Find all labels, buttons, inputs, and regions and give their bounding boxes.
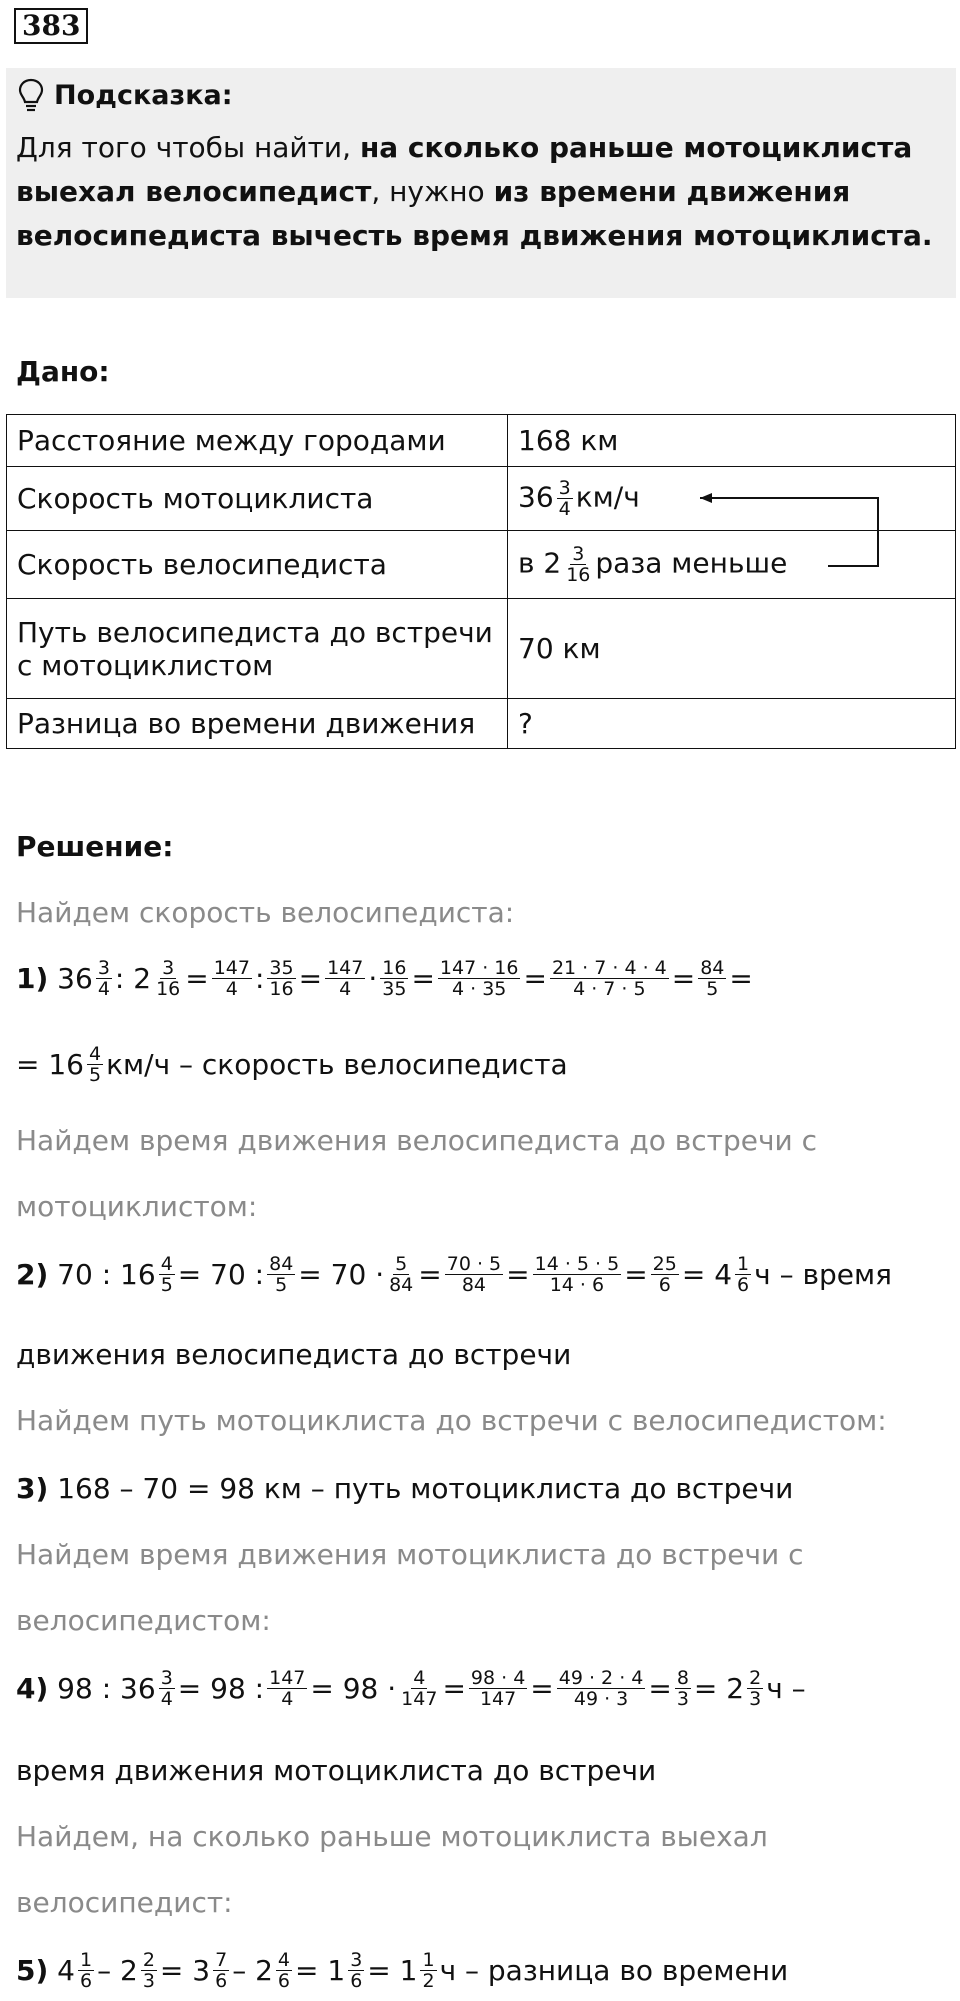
comment: Найдем путь мотоциклиста до встречи с велосипедистом: bbox=[16, 1404, 887, 1437]
lightbulb-icon bbox=[18, 78, 44, 112]
comment: велосипедистом: bbox=[16, 1604, 271, 1637]
given-label: Дано: bbox=[16, 355, 110, 388]
step-2: 2) 70 : 16 $\frac{4}{5}$ = 70 : $\frac{84}{5}$ = 70 · $\frac{5}{84}$ = $\frac{70 \cdot 5}{84}$ = $\frac{14 \cdot 5 \cdot 5}{14 \cdot 6}$ = $\frac{25}{6}$ = 4 $\frac{1}{6}$ ч – время bbox=[16, 1253, 892, 1296]
hint-text: Для того чтобы найти, на сколько раньше мотоциклиста выехал велосипедист, нужно из времени движения велосипедиста вычесть время движения мотоциклиста. bbox=[16, 131, 933, 252]
table-row: Путь велосипедиста до встречи с мотоциклистом 70 км bbox=[7, 599, 956, 699]
comment: Найдем время движения велосипедиста до встречи с bbox=[16, 1124, 817, 1157]
solution-label: Решение: bbox=[16, 830, 174, 863]
step-5: 5) 4 $\frac{1}{6}$ – 2 $\frac{2}{3}$ = 3 $\frac{7}{6}$ – 2 $\frac{4}{6}$ = 1 $\frac{3}{6}$ = 1 $\frac{1}{2}$ ч – разница во времени bbox=[16, 1949, 789, 1992]
table-row: Скорость мотоциклиста 36 $\frac{3}{4}$ км/ч bbox=[7, 467, 956, 531]
step-1-result: = 16 $\frac{4}{5}$ км/ч – скорость велосипедиста bbox=[16, 1043, 568, 1086]
table-row: Разница во времени движения ? bbox=[7, 699, 956, 749]
comment: Найдем, на сколько раньше мотоциклиста выехал bbox=[16, 1820, 768, 1853]
comment: Найдем время движения мотоциклиста до встречи с bbox=[16, 1538, 804, 1571]
task-number: 383 bbox=[14, 8, 88, 44]
comment: мотоциклистом: bbox=[16, 1190, 258, 1223]
table-row: Расстояние между городами 168 км bbox=[7, 415, 956, 467]
step-1: 1) 36 $\frac{3}{4}$ : 2 $\frac{3}{16}$ = $\frac{147}{4}$ : $\frac{35}{16}$ = $\frac{147}{4}$ · $\frac{16}{35}$ = $\frac{147 \cdot 16}{4 \cdot 35}$ = $\frac{21 \cdot 7 \cdot 4 \cdot 4}{4 \cdot 7 \cdot 5}$ = $\frac{84}{5}$ = bbox=[16, 957, 753, 1000]
comment: Найдем скорость велосипедиста: bbox=[16, 896, 515, 929]
hint-title: Подсказка: bbox=[18, 78, 233, 112]
table-row: Скорость велосипедиста в 2 $\frac{3}{16}$ раза меньше bbox=[7, 531, 956, 599]
step-4-line2: время движения мотоциклиста до встречи bbox=[16, 1754, 657, 1787]
step-4: 4) 98 : 36 $\frac{3}{4}$ = 98 : $\frac{147}{4}$ = 98 · $\frac{4}{147}$ = $\frac{98 \cdot 4}{147}$ = $\frac{49 \cdot 2 \cdot 4}{49 \cdot 3}$ = $\frac{8}{3}$ = 2 $\frac{2}{3}$ ч – bbox=[16, 1667, 806, 1710]
comment: велосипедист: bbox=[16, 1886, 233, 1919]
step-2-line2: движения велосипедиста до встречи bbox=[16, 1338, 572, 1371]
step-3: 3) 168 – 70 = 98 км – путь мотоциклиста до встречи bbox=[16, 1472, 794, 1505]
given-table bbox=[6, 414, 956, 749]
